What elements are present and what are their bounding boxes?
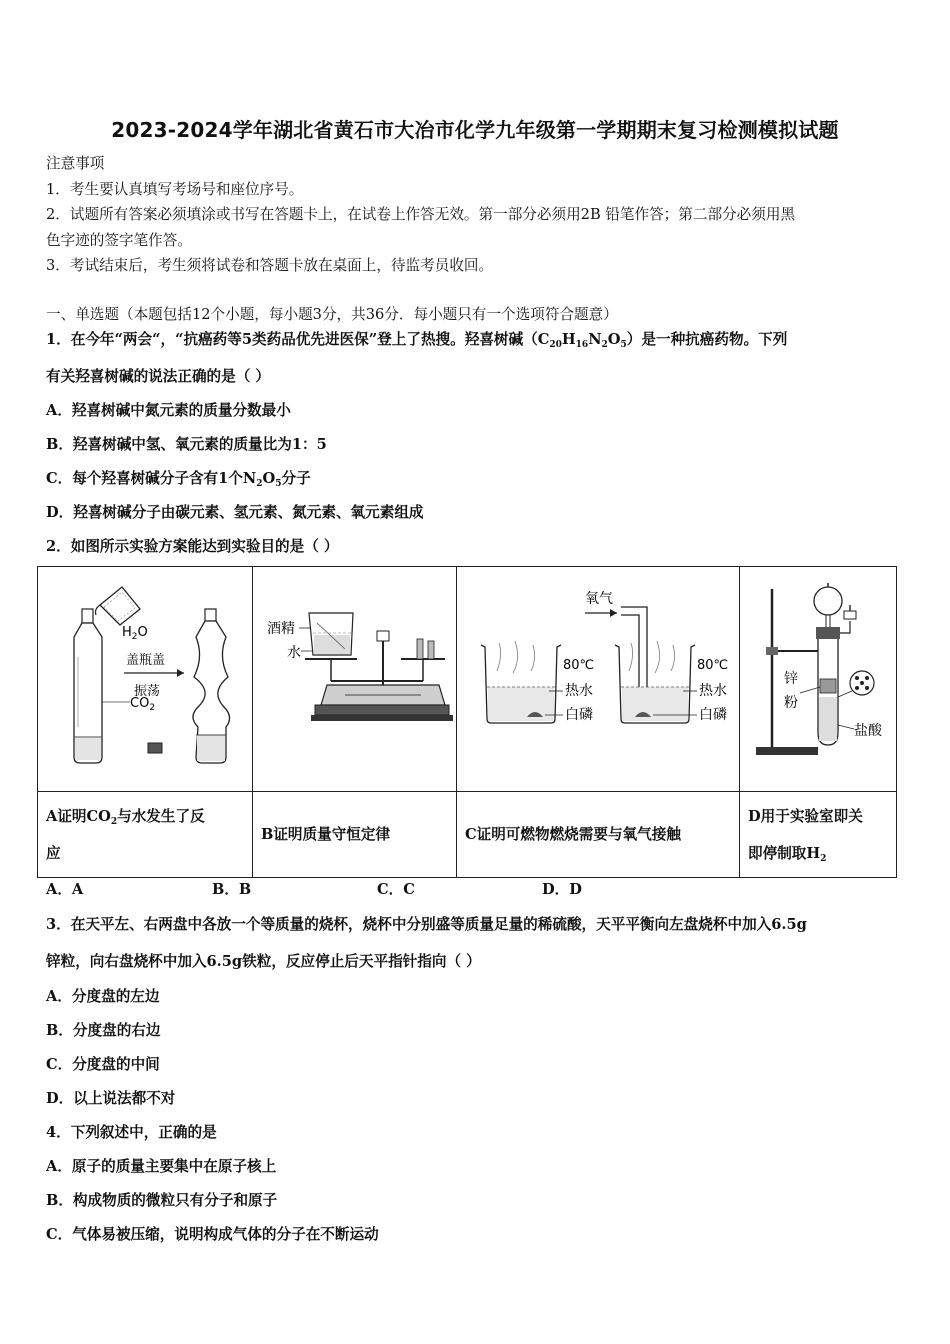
question-3-stem: 3．在天平左、右两盘中各放一个等质量的烧杯，烧杯中分别盛等质量足量的稀硫酸，天平平衡向左盘烧杯中加入6.5g (46, 916, 807, 933)
notice-item: 3．考试结束后，考生须将试卷和答题卡放在桌面上，待监考员收回。 (46, 257, 494, 274)
question-1-option-b: B．羟喜树碱中氢、氧元素的质量比为1：5 (46, 436, 327, 453)
notice-item: 2．试题所有答案必须填涂或书写在答题卡上，在试卷上作答无效。第一部分必须用2B 铅笔作答；第二部分必须用黑 (46, 206, 796, 223)
caption-d: D用于实验室即关 即停制取$H_2$ (740, 792, 897, 878)
question-4-option-b: B．构成物质的微粒只有分子和原子 (46, 1192, 278, 1209)
svg-text:热水: 热水 (699, 683, 727, 699)
notice-heading: 注意事项 (46, 155, 105, 172)
svg-text:氧气: 氧气 (585, 591, 613, 607)
figure-d-cell (740, 567, 897, 792)
svg-text:80℃: 80℃ (697, 658, 729, 673)
experiment-table (37, 566, 897, 878)
page-title: 2023-2024学年湖北省黄石市大冶市化学九年级第一学期期末复习检测模拟试题 (111, 118, 839, 142)
section-heading: 一、单选题（本题包括12个小题，每小题3分，共36分．每小题只有一个选项符合题意） (46, 306, 618, 323)
question-2-option-a: A．A (46, 881, 84, 898)
question-4-stem: 4．下列叙述中，正确的是 (46, 1124, 217, 1141)
figure-a-cell (38, 567, 253, 792)
notice-item: 色字迹的签字笔作答。 (46, 232, 192, 249)
question-1-stem: 1．在今年“两会“，“抗癌药等5类药品优先进医保”登上了热搜。羟喜树碱$(C_{20}H_{16}N_2O_5)$是一种抗癌药物。下列 (46, 331, 788, 350)
caption-c: C证明可燃物燃烧需要与氧气接触 (457, 792, 740, 878)
question-3-option-b: B．分度盘的右边 (46, 1022, 161, 1039)
figure-d-apparatus (740, 567, 896, 787)
svg-text:锌: 锌 (784, 671, 798, 687)
question-2-stem: 2．如图所示实验方案能达到实验目的是（ ） (46, 538, 339, 555)
question-3-stem-cont: 锌粒，向右盘烧杯中加入6.5g铁粒，反应停止后天平指针指向（ ） (46, 953, 481, 970)
question-4-option-a: A．原子的质量主要集中在原子核上 (46, 1158, 277, 1175)
formula: $C_{20}H_{16}N_2O_5$ (537, 331, 627, 350)
caption-a: A证明$CO_2$与水发生了反 应 (38, 792, 253, 878)
question-1-option-c: C．每个羟喜树碱分子含有1个$N_2O_5$分子 (46, 470, 311, 489)
question-4-option-c: C．气体易被压缩，说明构成气体的分子在不断运动 (46, 1226, 379, 1243)
svg-text:粉: 粉 (784, 695, 798, 711)
question-1-option-a: A．羟喜树碱中氮元素的质量分数最小 (46, 402, 291, 419)
figure-c-beakers (457, 567, 739, 787)
svg-text:水: 水 (287, 645, 301, 661)
question-2-option-b: B．B (212, 881, 252, 898)
question-2-option-d: D．D (542, 881, 582, 898)
figure-a-bottles (38, 567, 252, 787)
svg-text:CO2: $CO_2$ (130, 696, 156, 713)
figure-b-cell (253, 567, 457, 792)
question-1-stem-cont: 有关羟喜树碱的说法正确的是（ ） (46, 368, 270, 385)
svg-text:酒精: 酒精 (267, 621, 295, 637)
figure-c-cell (457, 567, 740, 792)
svg-text:白磷: 白磷 (699, 707, 727, 723)
svg-text:盖瓶盖: 盖瓶盖 (126, 653, 166, 668)
figure-b-balance (253, 567, 456, 787)
question-3-option-a: A．分度盘的左边 (46, 988, 160, 1005)
caption-b: B证明质量守恒定律 (253, 792, 457, 878)
question-1-option-d: D．羟喜树碱分子由碳元素、氢元素、氮元素、氧元素组成 (46, 504, 424, 521)
svg-text:盐酸: 盐酸 (854, 723, 882, 739)
svg-text:热水: 热水 (565, 683, 593, 699)
notice-item: 1．考生要认真填写考场号和座位序号。 (46, 181, 304, 198)
svg-text:H2O: $H_2O$ (122, 625, 148, 642)
svg-text:白磷: 白磷 (565, 707, 593, 723)
question-3-option-d: D．以上说法都不对 (46, 1090, 176, 1107)
question-2-option-c: C．C (377, 881, 415, 898)
svg-text:80℃: 80℃ (563, 658, 595, 673)
question-3-option-c: C．分度盘的中间 (46, 1056, 160, 1073)
svg-text:振荡: 振荡 (134, 684, 161, 699)
